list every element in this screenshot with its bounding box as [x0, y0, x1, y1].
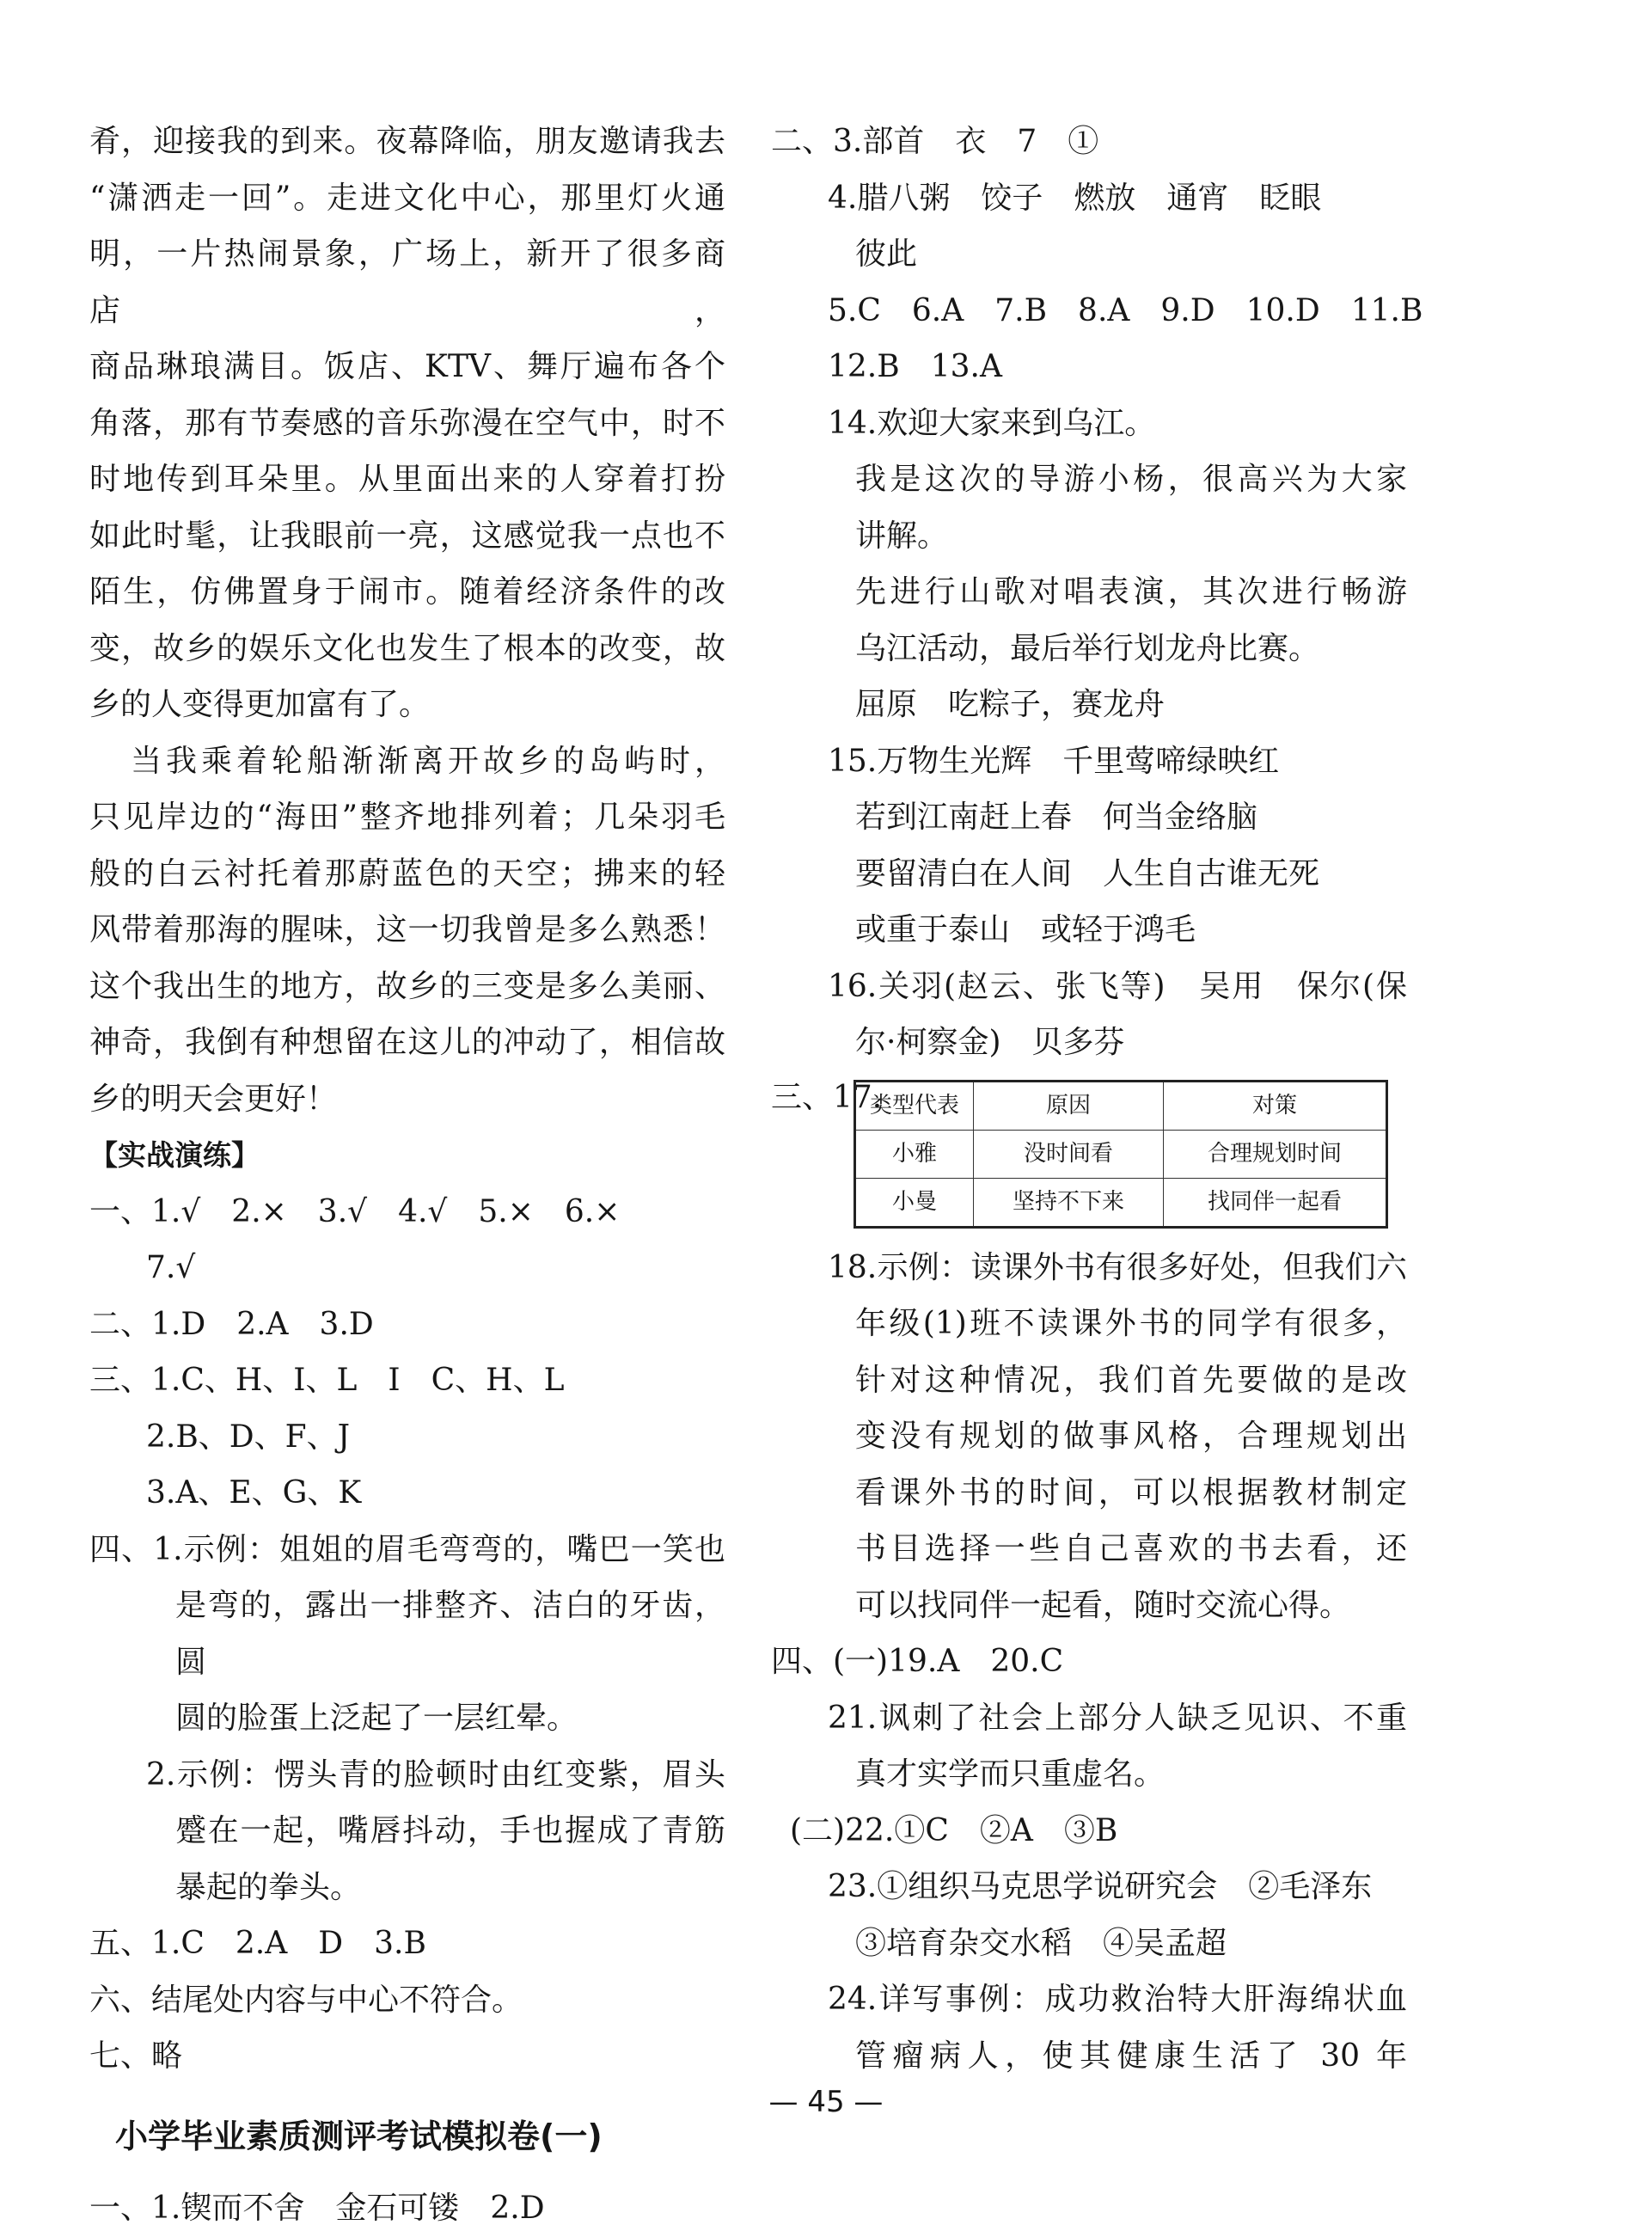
- text-line: 当我乘着轮船渐渐离开故乡的岛屿时，: [131, 743, 725, 779]
- answer-line: 或重于泰山 或轻于鸿毛: [855, 912, 1196, 947]
- answer-line: 4.腊八粥 饺子 燃放 通宵 眨眼: [828, 180, 1322, 216]
- text-line: 乡的人变得更加富有了。: [89, 687, 431, 722]
- left-column: [89, 113, 725, 2237]
- answer-line: 四、1.示例：姐姐的眉毛弯弯的，嘴巴一笑也: [89, 1531, 725, 1567]
- text-line: “潇洒走一回”。走进文化中心，那里灯火通: [89, 180, 725, 216]
- answer-line: 屈原 吃粽子，赛龙舟: [855, 687, 1166, 722]
- table-header-cell: 类型代表: [855, 1081, 974, 1130]
- answer-line: 7.√: [146, 1250, 196, 1285]
- answer-line: 一、1.√ 2.× 3.√ 4.√ 5.× 6.×: [89, 1193, 621, 1229]
- answer-line: 圆的脸蛋上泛起了一层红晕。: [175, 1701, 578, 1736]
- table-cell: 合理规划时间: [1164, 1130, 1387, 1178]
- answer-line: 14.欢迎大家来到乌江。: [828, 405, 1156, 441]
- table-cell: 坚持不下来: [974, 1178, 1164, 1227]
- text-line: 商品琳琅满目。饭店、KTV、舞厅遍布各个: [89, 349, 725, 384]
- table-header-cell: 对策: [1164, 1081, 1387, 1130]
- question-17-label: 三、17.: [771, 1079, 883, 1115]
- answer-line: 尔·柯察金) 贝多芬: [855, 1025, 1125, 1060]
- answer-line: 二、3.部首 衣 7 ①: [771, 124, 1099, 159]
- answer-line: 二、1.D 2.A 3.D: [89, 1306, 374, 1342]
- answer-line: (二)22.①C ②A ③B: [790, 1812, 1118, 1848]
- exam-title: 小学毕业素质测评考试模拟卷(一): [115, 2117, 603, 2155]
- answer-line: 乌江活动，最后举行划龙舟比赛。: [855, 630, 1320, 666]
- table-cell: 没时间看: [974, 1130, 1164, 1178]
- reading-strategy-table: [854, 1080, 1388, 1229]
- answer-line: 我是这次的导游小杨，很高兴为大家: [855, 462, 1407, 497]
- text-line: 变，故乡的娱乐文化也发生了根本的改变，故: [89, 630, 725, 666]
- section-heading: 【实战演练】: [89, 1138, 260, 1172]
- answer-line: 年级(1)班不读课外书的同学有很多，: [855, 1306, 1407, 1341]
- answer-line: 18.示例：读课外书有很多好处，但我们六: [828, 1249, 1407, 1285]
- answer-line: 变没有规划的做事风格，合理规划出: [855, 1419, 1407, 1454]
- answer-line: 蹙在一起，嘴唇抖动，手也握成了青筋: [175, 1813, 725, 1848]
- answer-line: 七、略: [89, 2038, 183, 2074]
- answer-line: 3.A、E、G、K: [146, 1475, 362, 1511]
- answer-line: 若到江南赶上春 何当金络脑: [855, 800, 1258, 835]
- answer-line: 五、1.C 2.A D 3.B: [89, 1926, 426, 1961]
- text-line: 陌生，仿佛置身于闹市。随着经济条件的改: [89, 574, 725, 610]
- right-column: [771, 113, 1423, 2084]
- answer-line: 23.①组织马克思学说研究会 ②毛泽东: [828, 1869, 1373, 1904]
- question-17: [771, 1076, 1407, 1231]
- text-line: 时地传到耳朵里。从里面出来的人穿着打扮: [89, 462, 725, 497]
- answer-line: ③培育杂交水稻 ④吴孟超: [855, 1925, 1227, 1961]
- answer-line: 看课外书的时间，可以根据教材制定: [855, 1474, 1407, 1511]
- table-row: [855, 1130, 1387, 1178]
- answer-line: 16.关羽(赵云、张飞等) 吴用 保尔(保: [828, 968, 1407, 1004]
- answer-line: 是弯的，露出一排整齐、洁白的牙齿，圆: [175, 1588, 725, 1680]
- text-line: 风带着那海的腥味，这一切我曾是多么熟悉！: [89, 912, 725, 947]
- text-line: 只见岸边的“海田”整齐地排列着；几朵羽毛: [89, 800, 725, 835]
- table-row: [855, 1178, 1387, 1227]
- text-line: 角落，那有节奏感的音乐弥漫在空气中，时不: [89, 405, 725, 441]
- table-cell: 找同伴一起看: [1164, 1178, 1387, 1227]
- answer-line: 彼此: [855, 236, 918, 272]
- answer-line: 针对这种情况，我们首先要做的是改: [855, 1362, 1407, 1398]
- answer-line: 12.B 13.A: [828, 349, 1002, 384]
- answer-line: 要留清白在人间 人生自古谁无死: [855, 855, 1320, 892]
- answer-line: 管瘤病人，使其健康生活了 30 年: [855, 2038, 1407, 2074]
- answer-line: 四、(一)19.A 20.C: [771, 1644, 1064, 1679]
- answer-line: 讲解。: [855, 518, 949, 554]
- table-cell: 小曼: [855, 1178, 974, 1227]
- answer-line: 真才实学而只重虚名。: [855, 1756, 1166, 1792]
- text-line: 这个我出生的地方，故乡的三变是多么美丽、: [89, 968, 725, 1004]
- text-line: 神奇，我倒有种想留在这儿的冲动了，相信故: [89, 1025, 725, 1060]
- answer-line: 先进行山歌对唱表演，其次进行畅游: [855, 574, 1407, 610]
- text-line: 肴，迎接我的到来。夜幕降临，朋友邀请我去: [89, 124, 725, 159]
- answer-line: 2.示例：愣头青的脸顿时由红变紫，眉头: [146, 1756, 725, 1793]
- answer-line: 2.B、D、F、J: [146, 1419, 351, 1455]
- text-line: 般的白云衬托着那蔚蓝色的天空；拂来的轻: [89, 855, 725, 892]
- answer-line: 21.讽刺了社会上部分人缺乏见识、不重: [828, 1700, 1407, 1736]
- answer-line: 一、1.锲而不舍 金石可镂 2.D: [89, 2191, 545, 2226]
- table-header-row: [855, 1081, 1387, 1130]
- page-number: — 45 —: [768, 2085, 884, 2119]
- answer-line: 5.C 6.A 7.B 8.A 9.D 10.D 11.B: [828, 292, 1423, 328]
- answer-line: 15.万物生光辉 千里莺啼绿映红: [828, 743, 1280, 779]
- answer-line: 暴起的拳头。: [175, 1869, 362, 1905]
- answer-line: 可以找同伴一起看，随时交流心得。: [855, 1587, 1351, 1623]
- answer-line: 24.详写事例：成功救治特大肝海绵状血: [828, 1982, 1407, 2017]
- answer-line: 三、1.C、H、I、L I C、H、L: [89, 1363, 565, 1398]
- text-line: 明，一片热闹景象，广场上，新开了很多商店，: [89, 236, 725, 328]
- table-header-cell: 原因: [974, 1081, 1164, 1130]
- answer-line: 书目选择一些自己喜欢的书去看，还: [855, 1531, 1407, 1566]
- text-line: 乡的明天会更好！: [89, 1081, 338, 1117]
- answer-line: 六、结尾处内容与中心不符合。: [89, 1982, 523, 2018]
- table-cell: 小雅: [855, 1130, 974, 1178]
- text-line: 如此时髦，让我眼前一亮，这感觉我一点也不: [89, 518, 725, 554]
